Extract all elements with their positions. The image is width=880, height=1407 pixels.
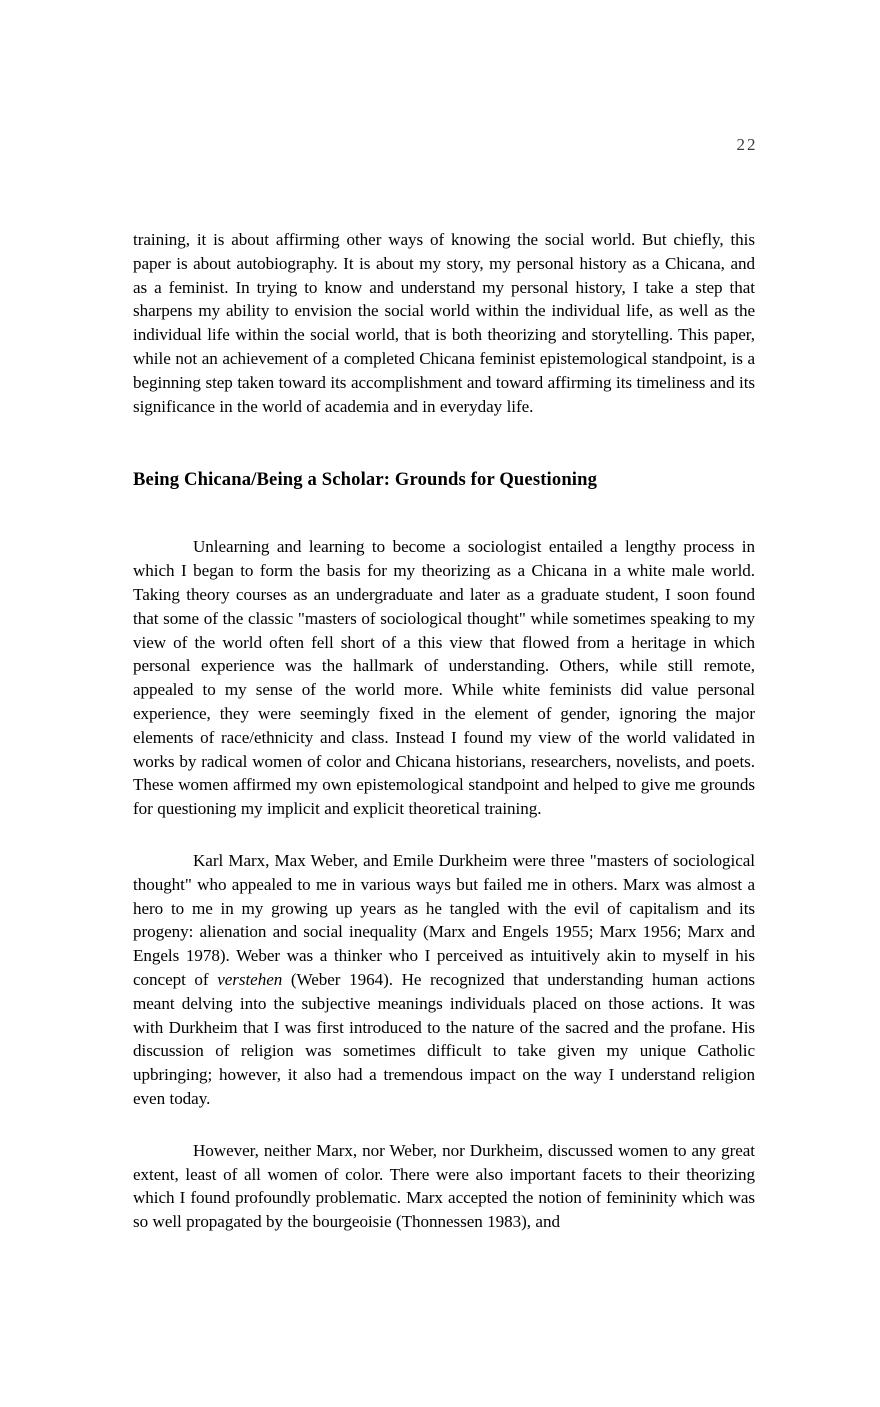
- page-number-text: 22: [736, 135, 758, 154]
- paragraph-unlearning-and-learning: Unlearning and learning to become a sociologist entailed a lengthy process in which I began to form the basis for my theorizing as a Chicana in a white male world. Taking theory courses as an undergraduate and later as a graduate student, I soon found that some of the classic "masters of sociological thought" while sometimes speaking to my view of the world often fell short of a this view that flowed from a heritage in which personal experience was the hallmark of understanding. Others, while still remote, appealed to my sense of the world more. While white feminists did value personal experience, they were seemingly fixed in the element of gender, ignoring the major elements of race/ethnicity and class. Instead I found my view of the world validated in works by radical women of color and Chicana historians, researchers, novelists, and poets. These women affirmed my own epistemological standpoint and helped to give me grounds for questioning my implicit and explicit theoretical training.: [133, 537, 755, 819]
- section-heading: Being Chicana/Being a Scholar: Grounds for Questioning: [133, 469, 598, 491]
- paragraph-however-neither-marx: However, neither Marx, nor Weber, nor Durkheim, discussed women to any great extent, least of all women of color. There were also important facets to their theorizing which I found profoundly problematic. Marx accepted the notion of femininity which was so well propagated by the bourgeoisie (Thonnessen 1983), and: [133, 1140, 755, 1232]
- paragraph-text-part-b: (Weber 1964). He recognized that understanding human actions meant delving into the subjective meanings individuals placed on those actions. It was with Durkheim that I was first introduced to the nature of the sacred and the profane. His discussion of religion was sometimes difficult to take given my unique Catholic upbringing; however, it also had a tremendous impact on the way I understand religion even today.: [133, 969, 755, 1108]
- paragraph-continued-from-previous-page: training, it is about affirming other ways of knowing the social world. But chiefly, this paper is about autobiography. It is about my story, my personal history as a Chicana, and as a feminist. In trying to know and understand my personal history, I take a step that sharpens my ability to envision the social world within the individual life, as well as the individual life within the social world, that is both theorizing and storytelling. This paper, while not an achievement of a completed Chicana feminist epistemological standpoint, is a beginning step taken toward its accomplishment and toward affirming its timeliness and its significance in the world of academia and in everyday life.: [133, 230, 755, 416]
- section-heading-block: [133, 468, 755, 492]
- page-number-fragment: [726, 135, 768, 176]
- paragraph-karl-marx-max-weber: [133, 849, 755, 1111]
- paragraph-text-part-a: Karl Marx, Max Weber, and Emile Durkheim were three "masters of sociological thought" who appealed to me in various ways but failed me in others. Marx was almost a hero to me in my growing up years as he tangled with the evil of capitalism and its progeny: alienation and social inequality (Marx and Engels 1955; Marx 1956; Marx and Engels 1978). Weber was a thinker who I perceived as intuitively akin to myself in his concept of: [133, 850, 755, 989]
- italic-term-verstehen: verstehen: [217, 969, 283, 989]
- page-text-column: [133, 228, 755, 1234]
